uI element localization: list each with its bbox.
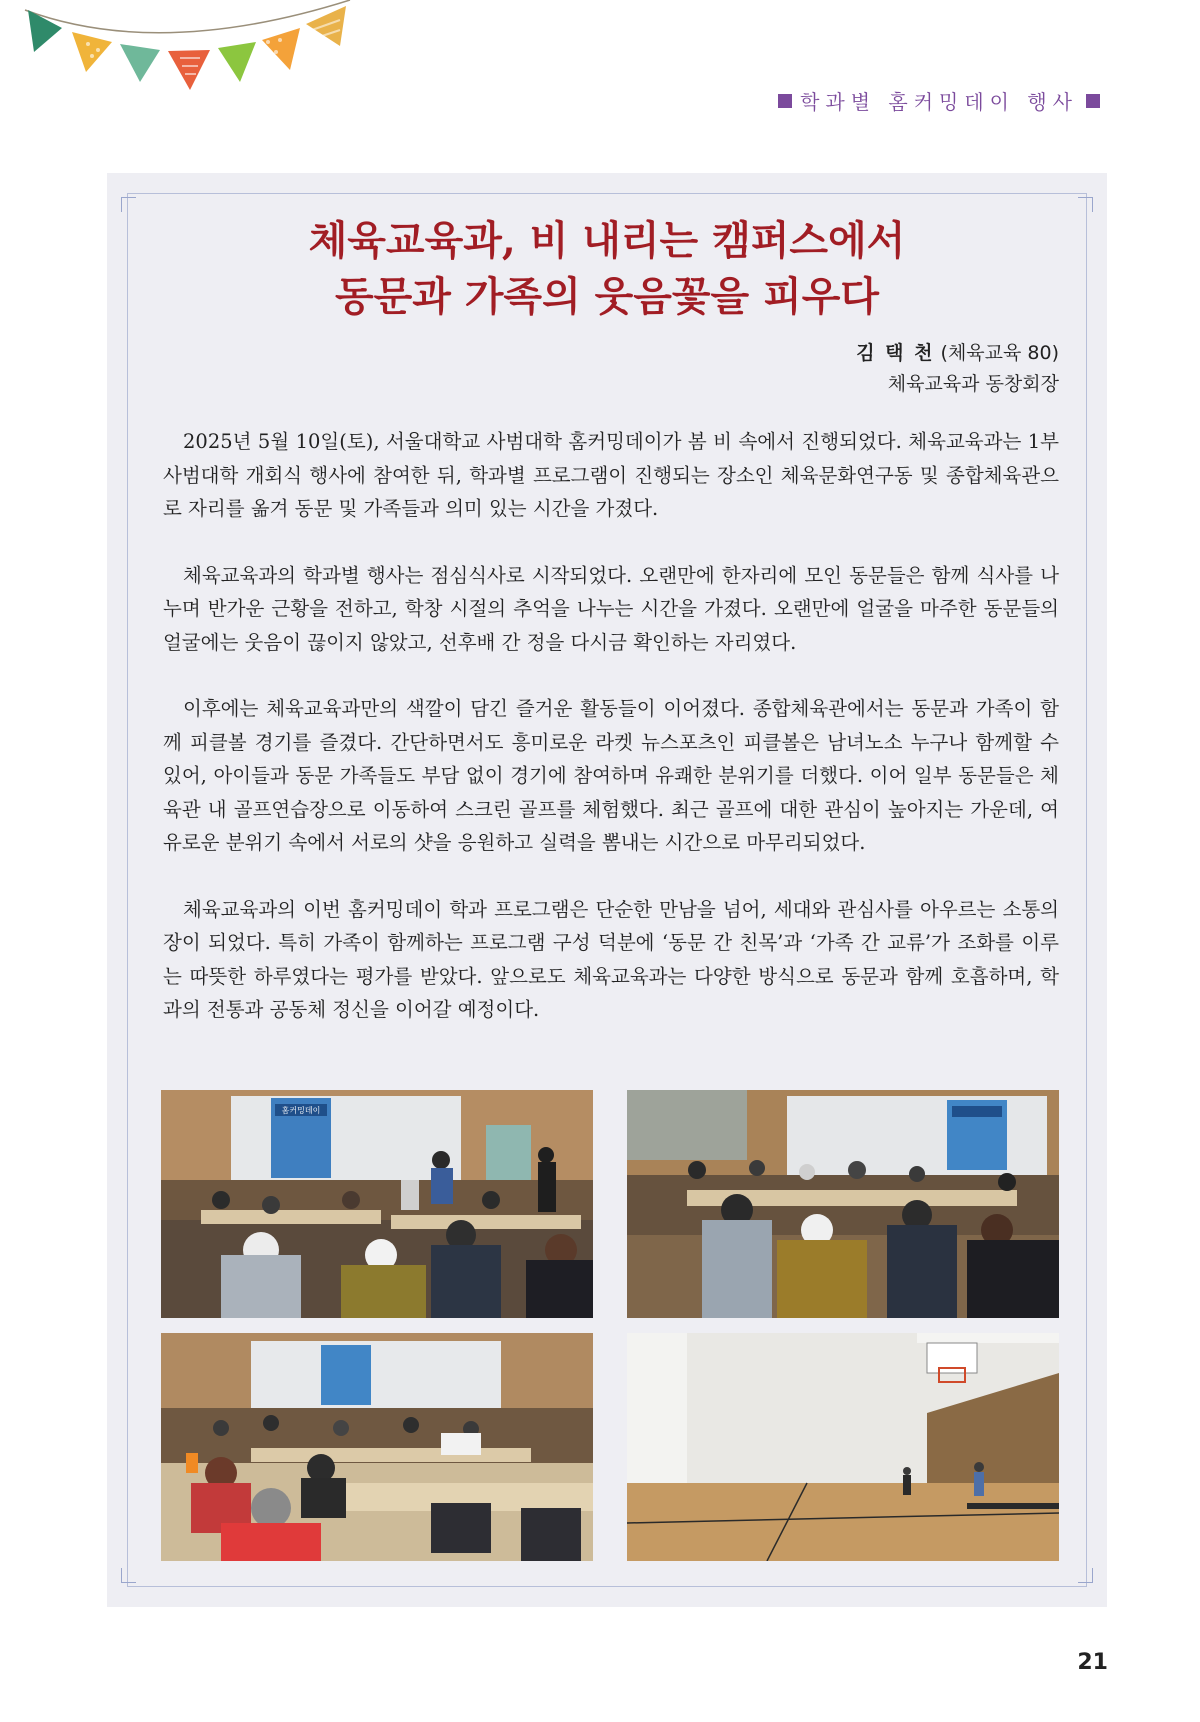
author-byline bbox=[856, 338, 1059, 400]
square-bullet-icon bbox=[1086, 94, 1100, 108]
square-bullet-icon bbox=[778, 94, 792, 108]
screen-banner-text: 홈커밍데이 bbox=[281, 1106, 321, 1115]
bunting-flag bbox=[168, 50, 210, 90]
article-body bbox=[163, 425, 1059, 1060]
author-name: 김 택 천 bbox=[856, 342, 935, 364]
body-paragraph: 체육교육과의 학과별 행사는 점심식사로 시작되었다. 오랜만에 한자리에 모인 동문들은 함께 식사를 나누며 반가운 근황을 전하고, 학창 시절의 추억을 나누는 시간을 가졌다. 오랜만에 얼굴을 마주한 동문들의 얼굴에는 웃음이 끊이지 않았고, 선후배 간 정을 다시금 확인하는 자리였다. bbox=[163, 563, 1059, 654]
body-paragraph: 이후에는 체육교육과만의 색깔이 담긴 즐거운 활동들이 이어졌다. 종합체육관에서는 동문과 가족이 함께 피클볼 경기를 즐겼다. 간단하면서도 흥미로운 라켓 뉴스포츠인 피클볼은 남녀노소 누구나 함께할 수 있어, 아이들과 동문 가족들도 부담 없이 경기에 참여하며 유쾌한 분위기를 더했다. 이어 일부 동문들은 체육관 내 골프연습장으로 이동하여 스크린 골프를 체험했다. 최근 골프에 대한 관심이 높아지는 가운데, 여유로운 분위기 속에서 서로의 샷을 응원하고 실력을 뽐내는 시간으로 마무리되었다. bbox=[163, 697, 1059, 854]
bunting-decoration bbox=[0, 0, 380, 100]
body-paragraph: 2025년 5월 10일(토), 서울대학교 사범대학 홈커밍데이가 봄 비 속에서 진행되었다. 체육교육과는 1부 사범대학 개회식 행사에 참여한 뒤, 학과별 프로그램이 진행되는 장소인 체육문화연구동 및 종합체육관으로 자리를 옮겨 동문 및 가족들과 의미 있는 시간을 가졌다. bbox=[163, 430, 1059, 520]
body-paragraph: 체육교육과의 이번 홈커밍데이 학과 프로그램은 단순한 만남을 넘어, 세대와 관심사를 아우르는 소통의 장이 되었다. 특히 가족이 함께하는 프로그램 구성 덕분에 ‘동문 간 친목’과 ‘가족 간 교류’가 조화를 이루는 따뜻한 하루였다는 평가를 받았다. 앞으로도 체육교육과는 다양한 방식으로 동문과 함께 호흡하며, 학과의 전통과 공동체 정신을 이어갈 예정이다. bbox=[163, 897, 1059, 1021]
frame-corner-ornament bbox=[121, 1568, 136, 1583]
bunting-flag bbox=[120, 44, 160, 82]
section-label-text: 학과별 홈커밍데이 행사 bbox=[800, 90, 1078, 114]
article-title-line: 동문과 가족의 웃음꽃을 피우다 bbox=[334, 273, 880, 320]
frame-corner-ornament bbox=[1078, 1568, 1093, 1583]
bunting-flag bbox=[262, 28, 300, 70]
article-title-line: 체육교육과, 비 내리는 캠퍼스에서 bbox=[308, 217, 906, 264]
frame-corner-ornament bbox=[121, 197, 136, 212]
photo-gym-pickleball bbox=[627, 1333, 1059, 1561]
section-label bbox=[770, 86, 1108, 115]
article-title bbox=[167, 213, 1047, 325]
bunting-flag bbox=[72, 32, 112, 72]
page-number: 21 bbox=[1077, 1650, 1108, 1675]
frame-corner-ornament bbox=[1078, 197, 1093, 212]
author-affiliation: (체육교육 80) bbox=[940, 342, 1059, 364]
photo-lunch-tables bbox=[627, 1090, 1059, 1318]
photo-lunch-speaker bbox=[161, 1090, 593, 1318]
bunting-flag bbox=[218, 42, 256, 82]
author-role: 체육교육과 동창회장 bbox=[887, 373, 1059, 395]
article-card bbox=[107, 173, 1107, 1607]
photo-hall-wide bbox=[161, 1333, 593, 1561]
